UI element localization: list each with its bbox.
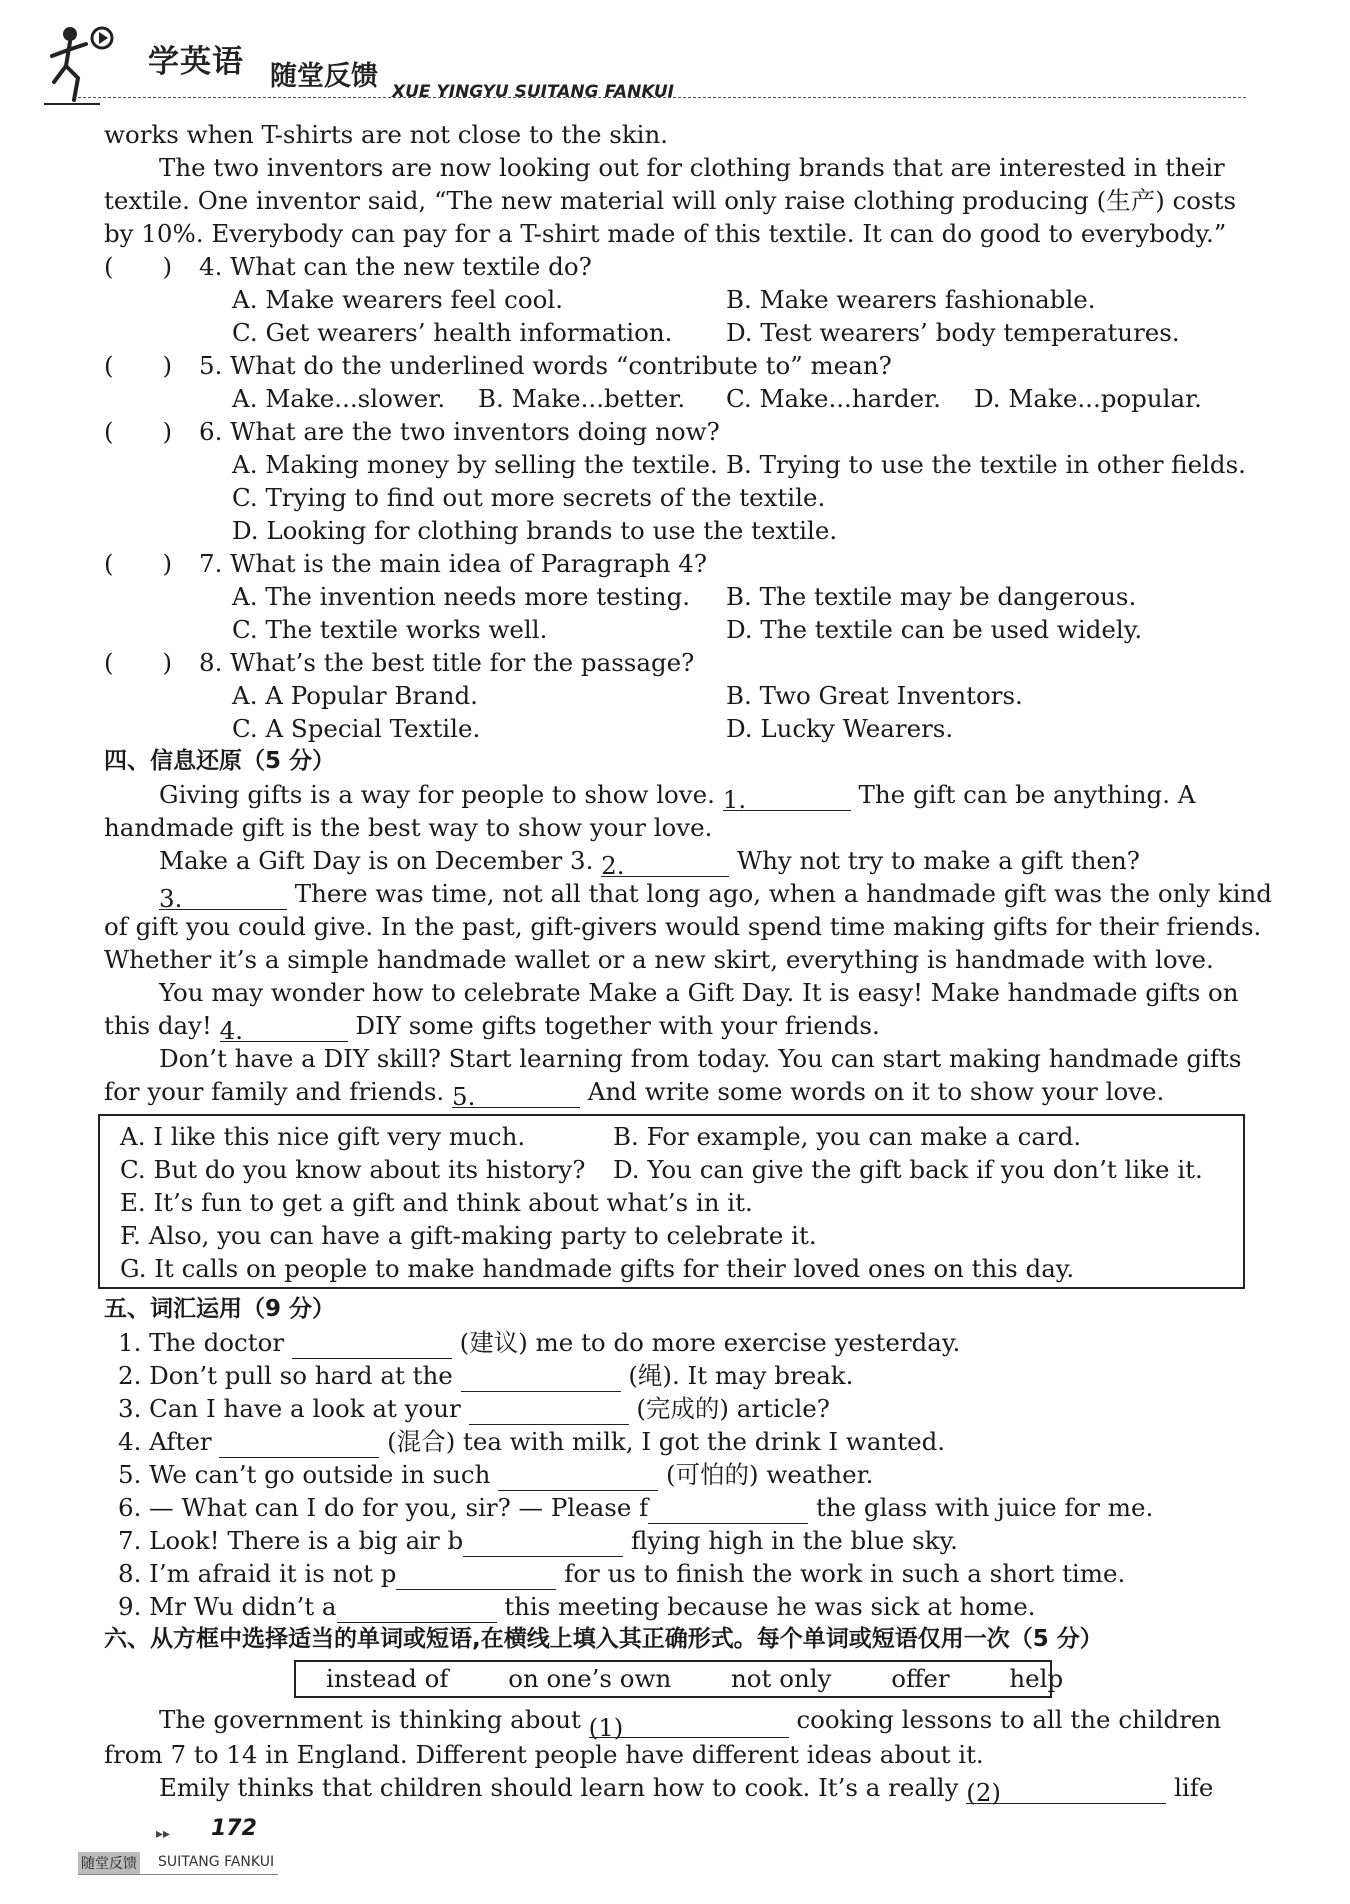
option-row [104,679,1234,712]
vocab-item-5 [104,1458,1234,1491]
question-stem: 7. What is the main idea of Paragraph 4? [199,549,708,578]
option-c: C. The textile works well. [232,615,548,644]
vocab-item-3 [104,1392,1234,1425]
option-c: C. Trying to find out more secrets of the textile. [232,483,826,512]
header-title-cn: 学英语 [148,44,244,80]
text: Make a Gift Day is on December 3. [159,846,594,875]
section-4-line: You may wonder how to celebrate Make a Gift Day. It is easy! Make handmade gifts on [159,978,1239,1007]
option-d: D. The textile can be used widely. [726,615,1143,644]
question-5 [104,349,1234,382]
text: 8. I’m afraid it is not p [118,1559,397,1588]
vocab-item-8 [104,1557,1234,1590]
option-row [104,448,1246,481]
option-d: D. Test wearers’ body temperatures. [726,318,1180,347]
text: DIY some gifts together with your friends. [355,1011,880,1040]
choice-row [120,1219,1223,1252]
section-4-title: 四、信息还原（5 分） [104,748,336,774]
choice-box [98,1114,1245,1289]
section-4-line: handmade gift is the best way to show your love. [104,813,713,842]
text: the glass with juice for me. [815,1493,1154,1522]
choice-row [120,1153,1223,1186]
question-stem: 8. What’s the best title for the passage? [199,648,695,677]
blank-number: (1) [588,1713,624,1742]
word-option: offer [891,1664,950,1693]
section-6-line: from 7 to 14 in England. Different people have different ideas about it. [104,1740,984,1769]
passage-line: The two inventors are now looking out for clothing brands that are interested in their [159,153,1225,182]
footer-label-en: SUITANG FANKUI [158,1854,275,1870]
option-row [104,382,1234,415]
blank-number: 2. [601,851,625,880]
text: (完成的) article? [636,1394,830,1423]
vocab-item-6 [104,1491,1234,1524]
vocab-blank[interactable] [498,1463,658,1491]
option-d: D. Looking for clothing brands to use the textile. [232,516,838,545]
text: this meeting because he was sick at home. [504,1592,1036,1621]
text: 6. — What can I do for you, sir? — Please f [118,1493,649,1522]
option-d: D. Make...popular. [974,384,1202,413]
fill-blank-1[interactable] [588,1710,789,1742]
text: (绳). It may break. [628,1361,854,1390]
section-4-line [104,877,1272,913]
option-c: C. A Special Textile. [232,714,481,743]
option-a: A. Make wearers feel cool. [232,285,563,314]
page-arrow-icon: ▸▸ [156,1826,171,1842]
vocab-item-4 [104,1425,1234,1458]
question-stem: 6. What are the two inventors doing now? [199,417,720,446]
choice-row [120,1186,1223,1219]
passage-line: by 10%. Everybody can pay for a T-shirt made of this textile. It can do good to everybody.” [104,219,1227,248]
text: There was time, not all that long ago, when a handmade gift was the only kind [294,879,1272,908]
word-option: help [1009,1664,1064,1693]
text: life [1174,1773,1214,1802]
text: 2. Don’t pull so hard at the [118,1361,453,1390]
text: Why not try to make a gift then? [736,846,1140,875]
question-7 [104,547,1234,580]
blank-2[interactable] [601,849,729,880]
option-b: B. Make...better. [478,384,686,413]
text: Giving gifts is a way for people to show love. [159,780,715,809]
choice-row [120,1252,1223,1285]
word-box [294,1660,1064,1698]
section-6-line [104,1702,1234,1742]
word-option: on one’s own [508,1664,672,1693]
passage-line: textile. One inventor said, “The new material will only raise clothing producing (生产) costs [104,186,1237,215]
vocab-item-2 [104,1359,1234,1392]
section-6-line [104,1771,1234,1807]
section-4-line [104,844,1234,880]
blank-number: (2) [966,1778,1001,1807]
vocab-blank[interactable] [292,1331,452,1359]
text: 3. Can I have a look at your [118,1394,461,1423]
option-row [104,316,1234,349]
answer-paren[interactable]: ( ) [104,351,173,380]
option-c: C. Get wearers’ health information. [232,318,673,347]
text: this day! [104,1011,212,1040]
text: for us to finish the work in such a short time. [564,1559,1126,1588]
question-4 [104,250,1234,283]
section-4-line [104,778,1234,814]
word-option: instead of [326,1664,449,1693]
text: 5. We can’t go outside in such [118,1460,491,1489]
text: 7. Look! There is a big air b [118,1526,464,1555]
vocab-blank[interactable] [219,1430,379,1458]
answer-paren[interactable]: ( ) [104,549,173,578]
choice-f: F. Also, you can have a gift-making party to celebrate it. [120,1221,817,1250]
vocab-blank[interactable] [463,1529,623,1557]
text: 1. The doctor [118,1328,285,1357]
vocab-blank[interactable] [469,1397,629,1425]
choice-a: A. I like this nice gift very much. [120,1122,526,1151]
option-row [104,613,1234,646]
option-b: B. The textile may be dangerous. [726,582,1137,611]
option-row [104,712,1234,745]
answer-paren[interactable]: ( ) [104,417,173,446]
option-c: C. Make...harder. [726,384,941,413]
option-row [104,481,1234,514]
choice-c: C. But do you know about its history? [120,1155,586,1184]
passage-line: works when T-shirts are not close to the skin. [104,120,669,149]
blank-5[interactable] [452,1080,580,1111]
vocab-item-9 [104,1590,1234,1623]
section-4-line: of gift you could give. In the past, gift-givers would spend time making gifts for their friends. [104,912,1262,941]
answer-paren[interactable]: ( ) [104,252,173,281]
text: (混合) tea with milk, I got the drink I wanted. [387,1427,946,1456]
text: 4. After [118,1427,212,1456]
choice-d: D. You can give the gift back if you don’t like it. [613,1155,1203,1184]
option-a: A. Make...slower. [232,384,446,413]
text: (建议) me to do more exercise yesterday. [459,1328,961,1357]
choice-e: E. It’s fun to get a gift and think about what’s in it. [120,1188,753,1217]
text: And write some words on it to show your love. [587,1077,1165,1106]
option-a: A. A Popular Brand. [232,681,478,710]
vocab-item-1 [104,1326,1234,1359]
section-4-line [104,1075,1234,1111]
word-option: not only [731,1664,832,1693]
option-row [104,514,1234,547]
text: cooking lessons to all the children [796,1705,1222,1734]
footer-label-cn: 随堂反馈 [78,1852,140,1874]
section-6-title: 六、从方框中选择适当的单词或短语,在横线上填入其正确形式。每个单词或短语仅用一次（5 分） [104,1626,1103,1652]
question-stem: 4. What can the new textile do? [199,252,592,281]
option-a: A. The invention needs more testing. [232,582,691,611]
text: for your family and friends. [104,1077,445,1106]
text: flying high in the blue sky. [631,1526,958,1555]
option-b: B. Two Great Inventors. [726,681,1023,710]
header-divider [78,97,1246,98]
page-footer [78,1816,378,1892]
vocab-blank[interactable] [396,1562,556,1590]
question-stem: 5. What do the underlined words “contribute to” mean? [199,351,892,380]
option-d: D. Lucky Wearers. [726,714,954,743]
text: The gift can be anything. A [858,780,1196,809]
choice-row [120,1120,1223,1153]
choice-b: B. For example, you can make a card. [613,1122,1082,1151]
blank-number: 4. [219,1016,243,1045]
text: The government is thinking about [159,1705,581,1734]
page-number: 172 [211,1816,257,1841]
section-4-line [104,1009,1234,1045]
text: (可怕的) weather. [666,1460,874,1489]
option-b: B. Trying to use the textile in other fields. [726,450,1246,479]
blank-number: 5. [452,1082,476,1111]
vocab-item-7 [104,1524,1234,1557]
answer-paren[interactable]: ( ) [104,648,173,677]
section-4-line: Whether it’s a simple handmade wallet or a new skirt, everything is handmade with love. [104,945,1214,974]
blank-3[interactable] [159,882,287,913]
question-6 [104,415,1234,448]
page-header [40,14,680,110]
option-b: B. Make wearers fashionable. [726,285,1096,314]
section-5-title: 五、词汇运用（9 分） [104,1296,336,1322]
blank-number: 3. [159,884,183,913]
page-body [104,118,1272,1807]
footer-divider [78,1874,278,1875]
text: 9. Mr Wu didn’t a [118,1592,337,1621]
option-row [104,283,1234,316]
question-8 [104,646,1234,679]
vocab-blank[interactable] [648,1496,808,1524]
option-row [104,580,1234,613]
header-subtitle-cn: 随堂反馈 [270,61,378,92]
choice-g: G. It calls on people to make handmade gifts for their loved ones on this day. [120,1254,1075,1283]
blank-1[interactable] [722,783,851,814]
blank-4[interactable] [219,1014,348,1045]
text: Emily thinks that children should learn how to cook. It’s a really [159,1773,959,1802]
option-a: A. Making money by selling the textile. [232,450,718,479]
fill-blank-2[interactable] [966,1776,1166,1807]
section-4-line: Don’t have a DIY skill? Start learning from today. You can start making handmade gifts [159,1044,1242,1073]
vocab-blank[interactable] [461,1364,621,1392]
vocab-blank[interactable] [337,1595,497,1623]
blank-number: 1. [722,785,747,814]
header-subtitle-en: XUE YINGYU SUITANG FANKUI [392,82,675,102]
